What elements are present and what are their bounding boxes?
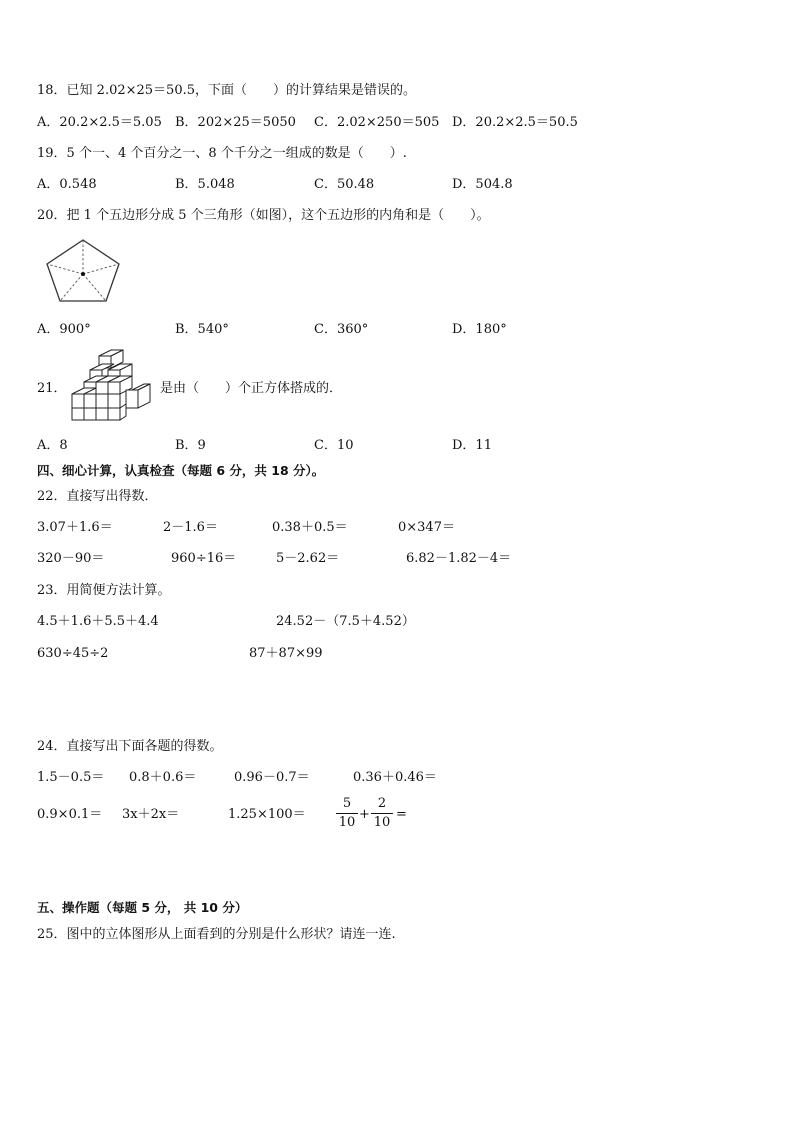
q19-option-d: D．504.8	[452, 177, 513, 192]
q20-stem: 20．把 1 个五边形分成 5 个三角形（如图），这个五边形的内角和是（ ）。	[37, 208, 490, 223]
q24-item: 0.96－0.7＝	[234, 770, 310, 785]
q21-stem: 是由（ ）个正方体搭成的．	[160, 381, 343, 396]
fraction-two-tenths	[371, 796, 393, 831]
q19-stem: 19．5 个一、4 个百分之一、8 个千分之一组成的数是（ ）.	[37, 146, 407, 161]
q25-stem: 25．图中的立体图形从上面看到的分别是什么形状？请连一连.	[37, 927, 396, 942]
q21-option-a: A．8	[37, 438, 68, 453]
q24-item: 0.8＋0.6＝	[129, 770, 197, 785]
fraction-numerator: 5	[342, 796, 352, 811]
q23-item: 630÷45÷2	[37, 646, 109, 661]
fraction-five-tenths	[336, 796, 358, 831]
q24-item: 0.9×0.1＝	[37, 807, 103, 822]
fraction-numerator: 2	[377, 796, 387, 811]
q21-option-d: D．11	[452, 438, 492, 453]
q18-option-c: C．2.02×250＝505	[314, 115, 440, 130]
q24-item: 1.25×100＝	[228, 807, 306, 822]
q18-option-b: B．202×25＝5050	[175, 115, 296, 130]
q20-option-c: C．360°	[314, 322, 369, 337]
plus-sign: +	[359, 807, 370, 822]
q23-item: 24.52－（7.5＋4.52）	[276, 614, 415, 629]
q20-option-a: A．900°	[37, 322, 91, 337]
q22-item: 3.07＋1.6＝	[37, 520, 113, 535]
q21-number: 21．	[37, 381, 67, 396]
q22-item: 5－2.62＝	[276, 551, 340, 566]
equals-sign: =	[396, 807, 407, 822]
q22-item: 0×347＝	[398, 520, 455, 535]
fraction-denominator: 10	[338, 815, 356, 830]
q23-item: 87＋87×99	[249, 646, 323, 661]
q19-option-a: A．0.548	[37, 177, 97, 192]
q20-option-d: D．180°	[452, 322, 507, 337]
q22-item: 960÷16＝	[171, 551, 237, 566]
q19-option-b: B．5.048	[175, 177, 235, 192]
q22-item: 2－1.6＝	[163, 520, 218, 535]
q24-stem: 24．直接写出下面各题的得数。	[37, 739, 223, 754]
q22-stem: 22．直接写出得数．	[37, 489, 158, 504]
q23-stem: 23．用简便方法计算。	[37, 583, 171, 598]
q22-item: 320－90＝	[37, 551, 105, 566]
q22-item: 6.82－1.82－4＝	[406, 551, 512, 566]
q22-item: 0.38＋0.5＝	[272, 520, 348, 535]
q24-item: 3x＋2x＝	[122, 807, 180, 822]
section-4-heading: 四、细心计算，认真检查（每题 6 分，共 18 分）。	[37, 463, 325, 478]
cube-stack-figure	[66, 348, 154, 422]
q20-option-b: B．540°	[175, 322, 229, 337]
q21-option-c: C．10	[314, 438, 354, 453]
q19-option-c: C．50.48	[314, 177, 375, 192]
q24-item: 1.5－0.5＝	[37, 770, 105, 785]
section-5-heading: 五、操作题（每题 5 分， 共 10 分）	[37, 900, 248, 915]
q24-item: 0.36＋0.46＝	[353, 770, 437, 785]
q18-option-a: A．20.2×2.5＝5.05	[37, 115, 162, 130]
q23-item: 4.5＋1.6＋5.5＋4.4	[37, 614, 159, 629]
q18-option-d: D．20.2×2.5＝50.5	[452, 115, 578, 130]
fraction-denominator: 10	[373, 815, 391, 830]
q21-option-b: B．9	[175, 438, 206, 453]
pentagon-figure	[44, 238, 122, 304]
q18-stem: 18．已知 2.02×25＝50.5，下面（ ）的计算结果是错误的。	[37, 83, 416, 98]
